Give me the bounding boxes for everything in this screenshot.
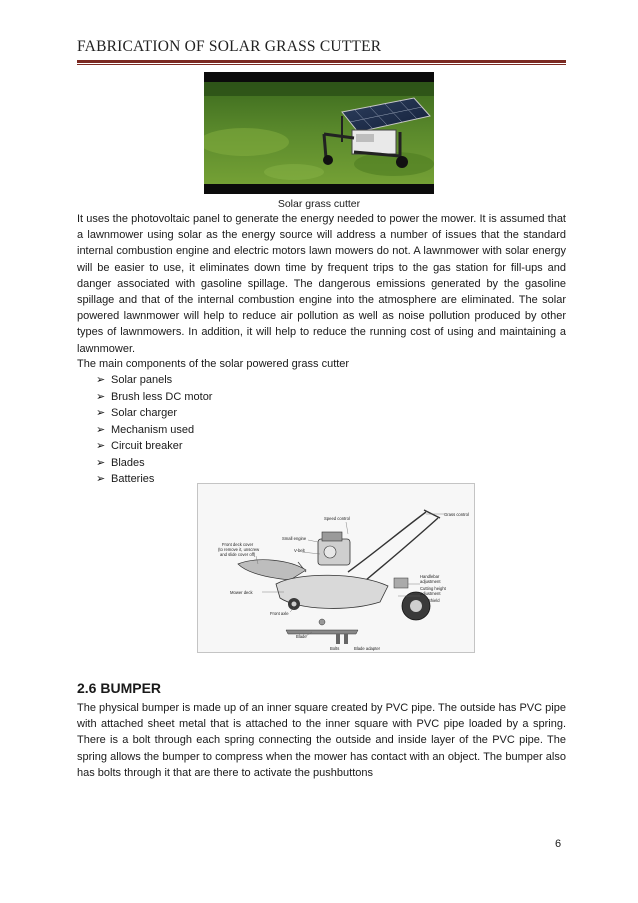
- components-list: [96, 372, 212, 488]
- list-item-label: Solar panels: [111, 374, 173, 387]
- label-handlebar-adjustment-2: adjustment: [420, 579, 441, 584]
- list-item-label: Blades: [111, 456, 145, 469]
- label-blade: Blade: [296, 634, 307, 639]
- label-speed-control: Speed control: [324, 516, 350, 521]
- rear-wheel-icon: [402, 592, 430, 620]
- list-item-label: Circuit breaker: [111, 440, 183, 453]
- label-front-deck-cover-note-2: and slide cover off): [220, 552, 256, 557]
- header-rule-thin: [77, 64, 566, 65]
- list-item: [96, 471, 212, 488]
- paragraph-line: will help to reduce the running cost of using and maintaining a lawnmower.: [77, 326, 566, 355]
- arrow-bullet-icon: ➢: [96, 456, 106, 469]
- arrow-bullet-icon: ➢: [96, 374, 106, 387]
- list-item: [96, 405, 212, 422]
- arrow-bullet-icon: ➢: [96, 473, 106, 486]
- arrow-bullet-icon: ➢: [96, 440, 106, 453]
- paragraph-line: The physical bumper is made up of an inner square created by PVC pipe. The outside has: [77, 702, 517, 714]
- label-front-axle: Front axle: [270, 611, 289, 616]
- list-item: [96, 422, 212, 439]
- solar-grass-cutter-photo: [204, 72, 434, 194]
- page-number: 6: [555, 838, 562, 850]
- label-grass-control: Grass control: [444, 512, 469, 517]
- paragraph-line: contact with an object. The bumper also has bolts through it that are there to activate the: [77, 750, 566, 779]
- list-item: [96, 372, 212, 389]
- label-bolts: Bolts: [330, 646, 340, 651]
- components-intro: The main components of the solar powered grass cutter: [77, 358, 350, 370]
- label-handlebar-adjustment: Handlebar: [420, 574, 440, 579]
- section-heading: 2.6 BUMPER: [77, 680, 162, 696]
- photo-scene: [204, 72, 434, 194]
- label-front-deck-cover: Front deck cover: [222, 542, 254, 547]
- arrow-bullet-icon: ➢: [96, 390, 106, 403]
- header-rule-thick: [77, 60, 566, 63]
- label-shield: Shield: [428, 598, 440, 603]
- label-blade-adapter: Blade adapter: [354, 646, 381, 651]
- body-paragraph-2: [77, 700, 566, 781]
- mower-exploded-view: [198, 484, 475, 653]
- paragraph-line: pushbuttons: [313, 766, 373, 779]
- paragraph-line: pollution as well as noise pollution produced by other types of lawnmowers. In addition, it: [77, 310, 567, 339]
- label-v-belt: V-belt: [294, 548, 305, 553]
- list-item-label: Mechanism used: [111, 423, 195, 436]
- paragraph-line: loaded by a spring. There is a bolt through each spring connecting the outside and inside: [77, 718, 567, 747]
- arrow-bullet-icon: ➢: [96, 407, 106, 420]
- paragraph-line: It uses the photovoltaic panel to generate the energy needed to power the mower. It is: [77, 213, 497, 225]
- list-item-label: Batteries: [111, 473, 155, 486]
- list-item: [96, 438, 212, 455]
- list-item-label: Solar charger: [111, 407, 178, 420]
- paragraph-line: PVC pipe with attached sheet metal that is attached to the inner square with PVC pipe: [77, 702, 566, 731]
- paragraph-line: the atmosphere are eliminated. The solar powered lawnmower will help to reduce air: [77, 294, 567, 323]
- list-item: [96, 455, 212, 472]
- list-item: [96, 389, 212, 406]
- lawnmower-parts-diagram: [197, 483, 475, 653]
- figure-caption: Solar grass cutter: [277, 198, 361, 210]
- label-cutting-height-2: adjustment: [420, 591, 441, 596]
- paragraph-line: emissions generated by the gasoline spillage and that of the internal combustion engine into: [77, 277, 566, 307]
- label-small-engine: Small engine: [282, 536, 307, 541]
- label-mower-deck: Mower deck: [230, 590, 253, 595]
- label-front-deck-cover-note-1: (to remove it, unscrew: [218, 547, 260, 552]
- paragraph-line: that the standard internal combustion engine and electric motors lawn mowers do not. A: [77, 229, 566, 258]
- paragraph-line: lawnmower with solar energy will be easier to use, it eliminates down time by frequent trips: [77, 245, 566, 274]
- page-header-title: FABRICATION OF SOLAR GRASS CUTTER: [77, 38, 382, 55]
- paragraph-line: assumed that a lawnmower using solar as the energy source will address a number of issues: [77, 213, 566, 242]
- body-paragraph-1: [77, 211, 566, 357]
- paragraph-line: layer of the PVC pipe. The spring allows the bumper to compress when the mower has: [77, 734, 566, 763]
- paragraph-line: to the gas station for fill-ups and danger associated with gasoline spillage. The dangerous: [77, 261, 566, 290]
- label-cutting-height: Cutting height: [420, 586, 446, 591]
- shield-icon: [394, 578, 408, 588]
- list-item-label: Brush less DC motor: [111, 390, 213, 403]
- arrow-bullet-icon: ➢: [96, 423, 106, 436]
